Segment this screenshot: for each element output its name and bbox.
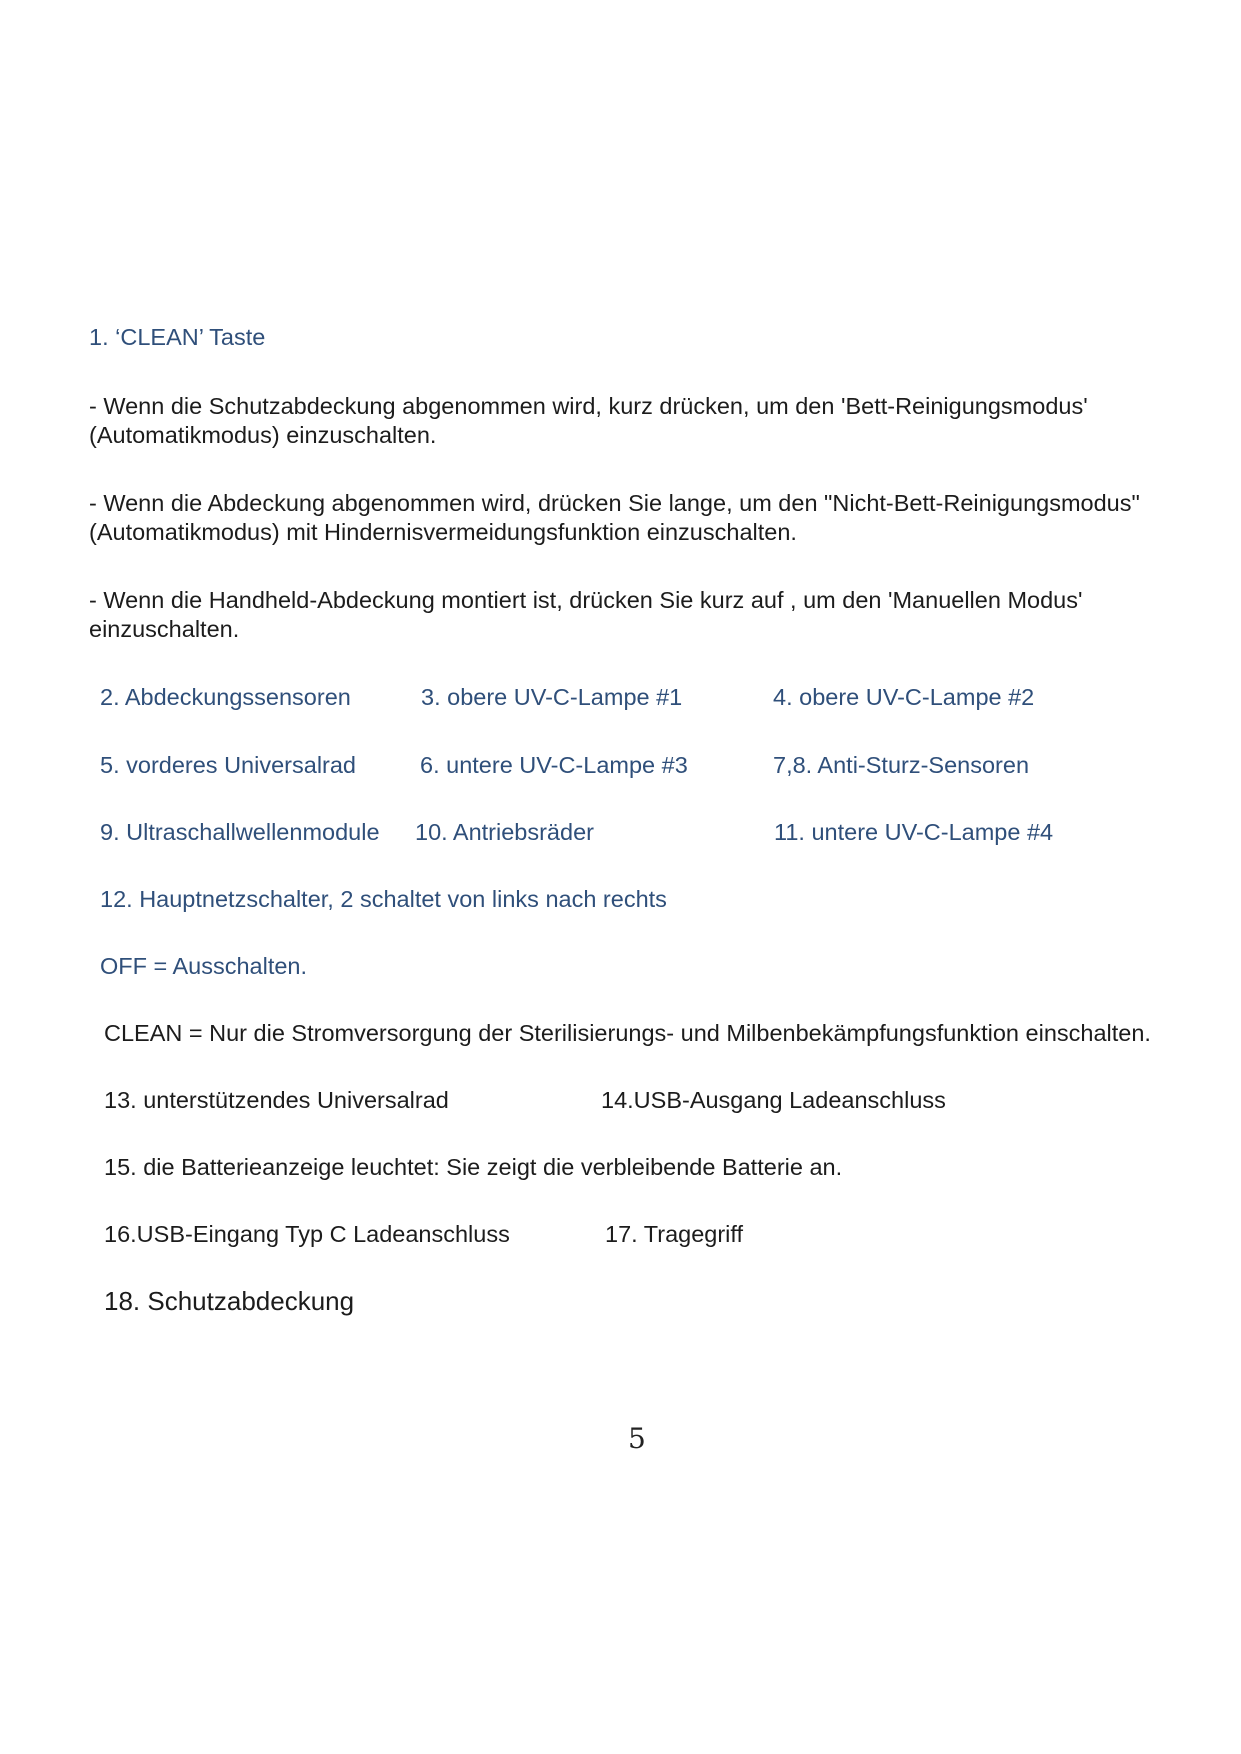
item-9: 9. Ultraschallwellenmodule (100, 819, 380, 845)
item-10: 10. Antriebsräder (415, 819, 594, 845)
paragraph-3-line-1: - Wenn die Handheld-Abdeckung montiert ist, drücken Sie kurz auf , um den 'Manuellen Modus' (89, 587, 1083, 613)
item-3: 3. obere UV-C-Lampe #1 (421, 684, 683, 710)
item-12: 12. Hauptnetzschalter, 2 schaltet von links nach rechts (100, 886, 667, 912)
paragraph-1-line-2: (Automatikmodus) einzuschalten. (89, 422, 437, 448)
item-14: 14.USB-Ausgang Ladeanschluss (601, 1087, 946, 1113)
item-18: 18. Schutzabdeckung (104, 1286, 355, 1316)
item-17: 17. Tragegriff (605, 1221, 744, 1247)
switch-off-description: OFF = Ausschalten. (100, 953, 308, 979)
section-heading: 1. ‘CLEAN’ Taste (89, 324, 266, 350)
item-7-8: 7,8. Anti-Sturz-Sensoren (773, 752, 1030, 778)
paragraph-2-line-2: (Automatikmodus) mit Hindernisvermeidungsfunktion einzuschalten. (89, 519, 797, 545)
item-2: 2. Abdeckungssensoren (100, 684, 351, 710)
paragraph-2-line-1: - Wenn die Abdeckung abgenommen wird, drücken Sie lange, um den "Nicht-Bett-Reinigungsmodus" (89, 490, 1140, 516)
paragraph-3-line-2: einzuschalten. (89, 616, 240, 642)
switch-clean-description: CLEAN = Nur die Stromversorgung der Sterilisierungs- und Milbenbekämpfungsfunktion einschalten. (104, 1020, 1151, 1046)
item-13: 13. unterstützendes Universalrad (104, 1087, 449, 1113)
item-4: 4. obere UV-C-Lampe #2 (773, 684, 1035, 710)
item-15: 15. die Batterieanzeige leuchtet: Sie zeigt die verbleibende Batterie an. (104, 1154, 843, 1180)
item-6: 6. untere UV-C-Lampe #3 (420, 752, 688, 778)
item-5: 5. vorderes Universalrad (100, 752, 356, 778)
item-11: 11. untere UV-C-Lampe #4 (774, 819, 1054, 845)
paragraph-1-line-1: - Wenn die Schutzabdeckung abgenommen wird, kurz drücken, um den 'Bett-Reinigungsmodus' (89, 393, 1088, 419)
page-number: 5 (628, 1422, 646, 1455)
item-16: 16.USB-Eingang Typ C Ladeanschluss (104, 1221, 510, 1247)
